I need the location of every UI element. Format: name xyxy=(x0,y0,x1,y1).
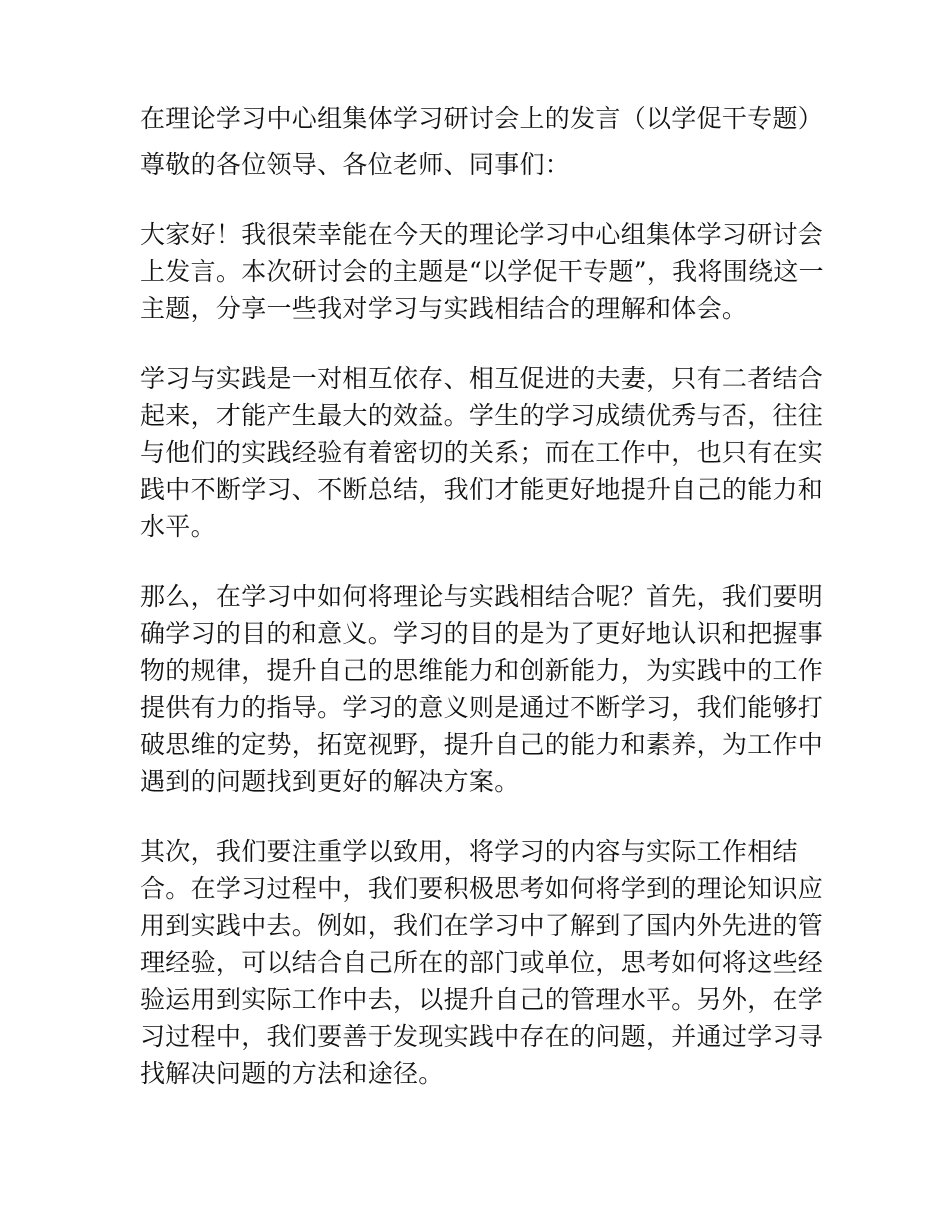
document-title: 在理论学习中心组集体学习研讨会上的发言（以学促干专题） xyxy=(140,104,824,133)
document-body xyxy=(140,100,830,1125)
paragraph-purpose-meaning: 那么，在学习中如何将理论与实践相结合呢？首先，我们要明确学习的目的和意义。学习的目的是为了更好地认识和把握事物的规律，提升自己的思维能力和创新能力，为实践中的工作提供有力的指导。学习的意义则是通过不断学习，我们能够打破思维的定势，拓宽视野，提升自己的能力和素养，为工作中遇到的问题找到更好的解决方案。 xyxy=(140,582,824,796)
paragraph-greeting: 大家好！我很荣幸能在今天的理论学习中心组集体学习研讨会上发言。本次研讨会的主题是“以学促干专题”，我将围绕这一主题，分享一些我对学习与实践相结合的理解和体会。 xyxy=(140,220,824,323)
salutation: 尊敬的各位领导、各位老师、同事们： xyxy=(140,150,571,179)
paragraph-apply-learning: 其次，我们要注重学以致用，将学习的内容与实际工作相结合。在学习过程中，我们要积极思考如何将学到的理论知识应用到实践中去。例如，我们在学习中了解到了国内外先进的管理经验，可以结合自己所在的部门或单位，思考如何将这些经验运用到实际工作中去，以提升自己的管理水平。另外，在学习过程中，我们要善于发现实践中存在的问题，并通过学习寻找解决问题的方法和途径。 xyxy=(140,837,824,1088)
paragraph-learning-practice: 学习与实践是一对相互依存、相互促进的夫妻，只有二者结合起来，才能产生最大的效益。学生的学习成绩优秀与否，往往与他们的实践经验有着密切的关系；而在工作中，也只有在实践中不断学习、不断总结，我们才能更好地提升自己的能力和水平。 xyxy=(140,364,824,541)
